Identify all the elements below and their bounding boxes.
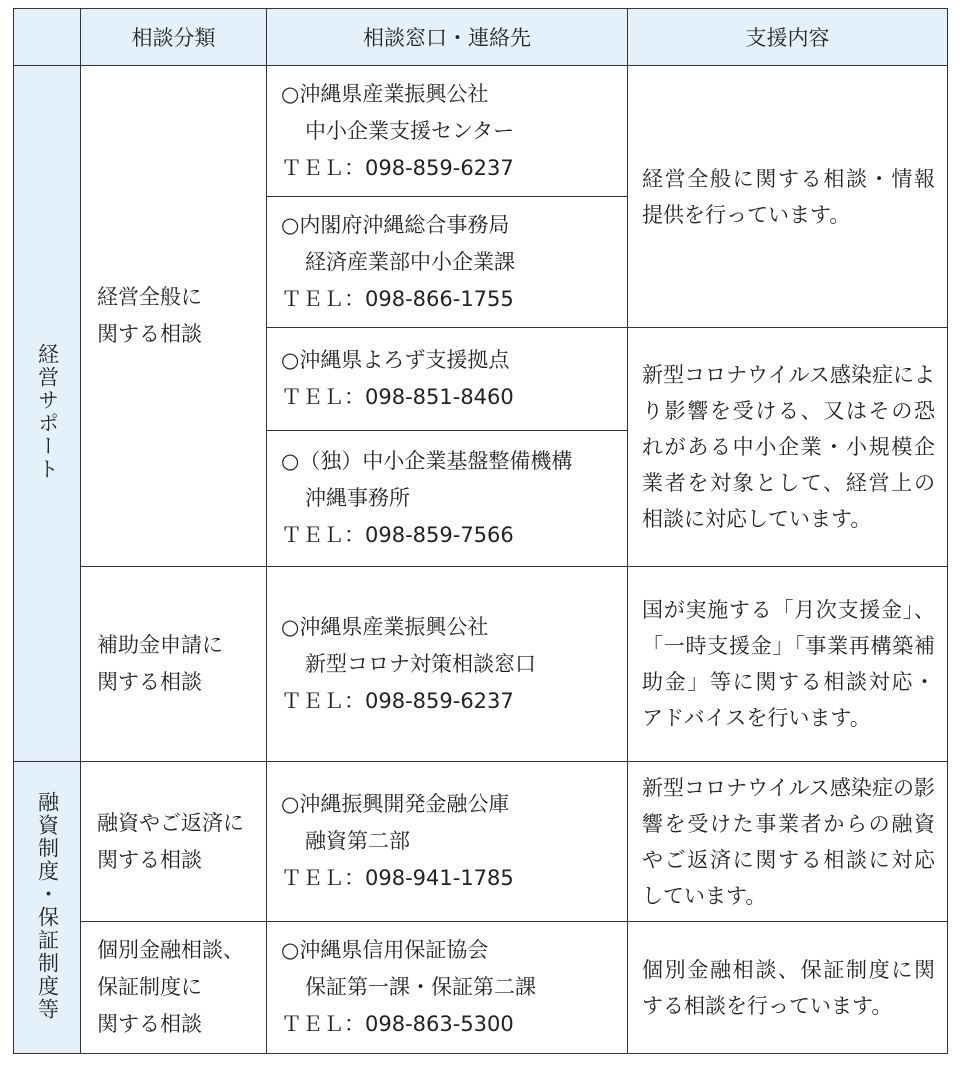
support-cell: 個別金融相談、保証制度に関する相談を行っています。 (628, 922, 948, 1054)
header-blank (14, 9, 81, 66)
support-cell: 新型コロナウイルス感染症の影響を受けた事業者からの融資やご返済に関する相談に対応しています。 (628, 762, 948, 922)
table-row (14, 66, 948, 197)
category-cell: 経営全般に 関する相談 (81, 66, 267, 567)
table-row (14, 762, 948, 922)
support-cell: 経営全般に関する相談・情報提供を行っています。 (628, 66, 948, 328)
category-cell: 融資やご返済に 関する相談 (81, 762, 267, 922)
contact-cell: ○沖縄振興開発金融公庫 融資第二部 ＴＥＬ：098-941-1785 (267, 762, 628, 922)
header-category: 相談分類 (81, 9, 267, 66)
contact-cell: ○沖縄県産業振興公社 新型コロナ対策相談窓口 ＴＥＬ：098-859-6237 (267, 567, 628, 762)
support-cell: 国が実施する「月次支援金」、「一時支援金」「事業再構築補助金」等に関する相談対応・アドバイスを行います。 (628, 567, 948, 762)
header-row (14, 9, 948, 66)
contact-cell: ○沖縄県産業振興公社 中小企業支援センター ＴＥＬ：098-859-6237 (267, 66, 628, 197)
support-table (13, 8, 948, 1054)
contact-cell: ○内閣府沖縄総合事務局 経済産業部中小企業課 ＴＥＬ：098-866-1755 (267, 197, 628, 328)
section-label: 融資制度・保証制度等 (14, 762, 81, 1054)
category-cell: 個別金融相談、 保証制度に 関する相談 (81, 922, 267, 1054)
header-support: 支援内容 (628, 9, 948, 66)
table-row (14, 922, 948, 1054)
support-cell: 新型コロナウイルス感染症により影響を受ける、又はその恐れがある中小企業・小規模企業者を対象として、経営上の相談に対応しています。 (628, 328, 948, 567)
section-label: 経営サポート (14, 66, 81, 762)
contact-cell: ○沖縄県信用保証協会 保証第一課・保証第二課 ＴＥＬ：098-863-5300 (267, 922, 628, 1054)
table-row (14, 567, 948, 762)
category-cell: 補助金申請に 関する相談 (81, 567, 267, 762)
contact-cell: ○沖縄県よろず支援拠点 ＴＥＬ：098-851-8460 (267, 328, 628, 431)
header-contact: 相談窓口・連絡先 (267, 9, 628, 66)
contact-cell: ○（独）中小企業基盤整備機構 沖縄事務所 ＴＥＬ：098-859-7566 (267, 431, 628, 567)
